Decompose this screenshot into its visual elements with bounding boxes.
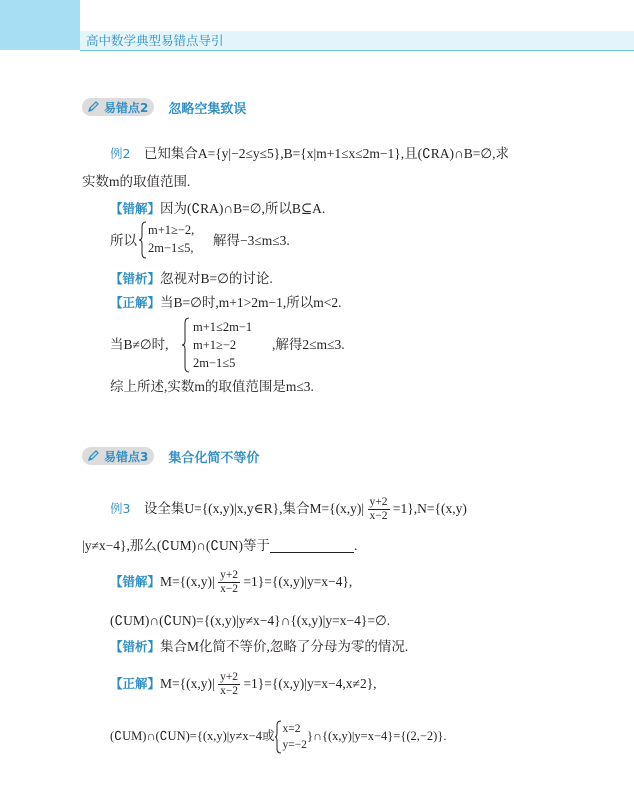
section-badge — [82, 98, 154, 116]
example3-line2 — [82, 537, 357, 555]
correct-solution-tag: 【正解】 — [110, 295, 161, 310]
example-label: 例3 — [110, 501, 131, 516]
example-text: 已知集合A={y|−2≤y≤5},B={x|m+1≤x≤2m−1},且(∁RA)∩B=∅,求 — [143, 146, 509, 161]
example-text: 设全集U={(x,y)|x,y∈R},集合M={(x,y)| — [143, 501, 365, 516]
fraction-numerator: y+2 — [220, 671, 239, 684]
section-title: 忽略空集致误 — [168, 101, 247, 117]
wrong-solution-line — [110, 200, 325, 218]
system-line: 2m−1≤5, — [148, 241, 194, 255]
correct-result: ,解得2≤m≤3. — [272, 337, 345, 352]
wrong-solution-tag: 【错解】 — [110, 201, 161, 216]
left-brace-icon — [138, 221, 148, 259]
fraction — [368, 496, 390, 523]
answer-blank — [270, 540, 354, 553]
example-label: 例2 — [110, 146, 131, 161]
header-rule — [80, 50, 634, 51]
example2-line2: 实数m的取值范围. — [82, 174, 191, 189]
section-badge — [82, 447, 154, 465]
example-text: |y≠x−4},那么(∁UM)∩(∁UN)等于 — [82, 538, 270, 553]
page-header-title: 高中数学典型易错点导引 — [86, 33, 224, 48]
analysis-tag: 【错析】 — [110, 271, 161, 286]
final-system — [274, 720, 306, 754]
example-text: =1},N={(x,y) — [392, 501, 467, 516]
pencil-icon — [86, 100, 100, 114]
pencil-icon — [86, 449, 100, 463]
fraction-denominator: x−2 — [220, 685, 239, 698]
system-line: y=−2 — [282, 739, 307, 752]
fraction — [218, 671, 240, 698]
wrong-solution-tag: 【错解】 — [110, 574, 161, 589]
wrong-solution-line — [110, 566, 352, 598]
system-line: x=2 — [282, 723, 301, 736]
correct-solution-text: M={(x,y)| — [160, 676, 215, 691]
example3-line1 — [110, 493, 467, 525]
example2-line1 — [110, 145, 509, 163]
system-line: m+1≥−2, — [148, 223, 195, 237]
section-badge-label: 易错点3 — [104, 449, 149, 464]
final-answer-line — [110, 718, 446, 754]
wrong-result: 解得−3≤m≤3. — [213, 233, 290, 248]
final-text: (∁UM)∩(∁UN)={(x,y)|y≠x−4或 — [110, 729, 275, 743]
correct-when-label: 当B≠∅时, — [110, 337, 169, 352]
analysis-text: 集合M化简不等价,忽略了分母为零的情况. — [160, 639, 409, 654]
fraction-denominator: x−2 — [220, 583, 239, 596]
section-title: 集合化简不等价 — [168, 450, 260, 466]
analysis-tag: 【错析】 — [110, 639, 161, 654]
correct-solution-line — [110, 294, 341, 312]
fraction-denominator: x−2 — [369, 510, 388, 523]
fraction-numerator: y+2 — [369, 496, 388, 509]
section-heading-3 — [82, 446, 259, 466]
system-line: m+1≤2m−1 — [193, 320, 253, 334]
correct-solution-text: 当B=∅时,m+1>2m−1,所以m<2. — [160, 295, 342, 310]
analysis-line — [110, 638, 408, 656]
analysis-line — [110, 270, 273, 288]
summary-line: 综上所述,实数m的取值范围是m≤3. — [110, 379, 314, 394]
fraction-numerator: y+2 — [220, 569, 239, 582]
wrong-solution-line2: (∁UM)∩(∁UN)={(x,y)|y≠x−4}∩{(x,y)|y=x−4}=∅. — [110, 613, 391, 628]
section-badge-label: 易错点2 — [104, 100, 149, 115]
header-color-block — [0, 0, 80, 50]
correct-solution-tag: 【正解】 — [110, 676, 161, 691]
system-line: 2m−1≤5 — [193, 356, 236, 370]
left-brace-icon — [274, 720, 282, 754]
system-line: m+1≥−2 — [193, 338, 237, 352]
wrong-solution-text: 因为(∁RA)∩B=∅,所以B⊆A. — [160, 201, 326, 216]
analysis-text: 忽视对B=∅的讨论. — [160, 271, 273, 286]
wrong-so-label: 所以 — [110, 233, 137, 248]
left-brace-icon — [181, 317, 191, 373]
correct-solution-line — [110, 668, 377, 700]
correct-solution-text: =1}={(x,y)|y=x−4,x≠2}, — [243, 676, 377, 691]
section-heading-2 — [82, 97, 246, 117]
final-text: }∩{(x,y)|y=x−4}={(2,−2)}. — [306, 729, 447, 743]
wrong-solution-text: =1}={(x,y)|y=x−4}, — [243, 574, 353, 589]
fraction — [218, 569, 240, 596]
example-text: . — [354, 538, 358, 553]
wrong-solution-text: M={(x,y)| — [160, 574, 215, 589]
